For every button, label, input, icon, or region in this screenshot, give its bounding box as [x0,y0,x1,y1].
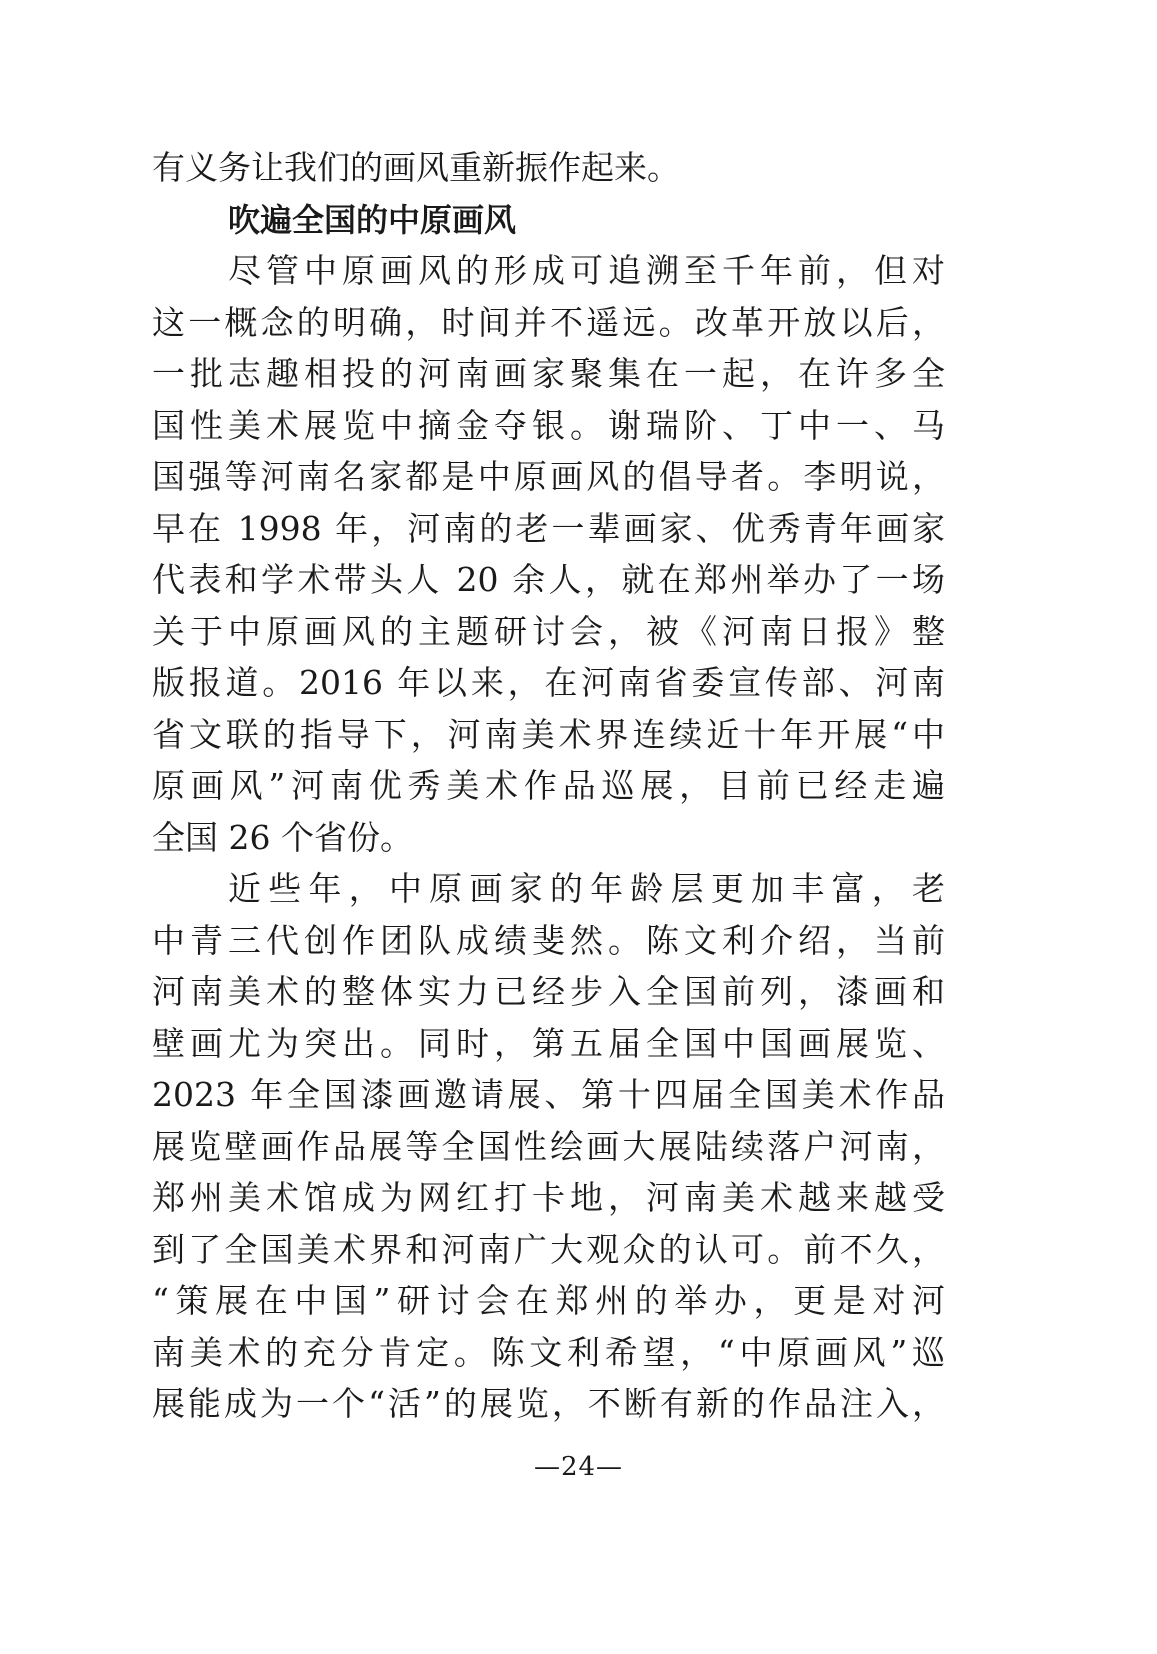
page-number: —24— [533,1452,624,1482]
text-line: 中青三代创作团队成绩斐然。陈文利介绍，当前 [152,920,945,960]
text-line: 早在 1998 年，河南的老一辈画家、优秀青年画家 [152,508,945,548]
text-line: 省文联的指导下，河南美术界连续近十年开展“中 [152,714,945,754]
text-line: 河南美术的整体实力已经步入全国前列，漆画和 [152,972,945,1011]
text-line: 展览壁画作品展等全国性绘画大展陆续落户河南， [152,1126,945,1166]
text-line: 国性美术展览中摘金夺银。谢瑞阶、丁中一、马 [152,405,945,445]
text-line: 代表和学术带头人 20 余人，就在郑州举办了一场 [152,560,945,599]
text-line: 有义务让我们的画风重新振作起来。 [152,148,680,187]
section-heading: 吹遍全国的中原画风 [228,200,517,239]
text-line: 全国 26 个省份。 [152,817,413,857]
text-line: 版报道。2016 年以来，在河南省委宣传部、河南 [152,663,945,702]
text-line: 尽管中原画风的形成可追溯至千年前，但对 [228,251,945,290]
text-line: 一批志趣相投的河南画家聚集在一起，在许多全 [152,354,945,393]
text-line: “策展在中国”研讨会在郑州的举办，更是对河 [152,1281,945,1320]
text-line: 南美术的充分肯定。陈文利希望，“中原画风”巡 [152,1332,945,1372]
text-line: 原画风”河南优秀美术作品巡展，目前已经走遍 [152,766,945,805]
text-line: 壁画尤为突出。同时，第五届全国中国画展览、 [152,1023,945,1063]
text-line: 郑州美术馆成为网红打卡地，河南美术越来越受 [152,1178,945,1217]
text-line: 国强等河南名家都是中原画风的倡导者。李明说， [152,457,945,496]
text-line: 关于中原画风的主题研讨会，被《河南日报》整 [152,611,945,651]
text-line: 近些年，中原画家的年龄层更加丰富，老 [228,869,945,908]
text-line: 这一概念的明确，时间并不遥远。改革开放以后， [152,302,945,342]
text-line: 展能成为一个“活”的展览，不断有新的作品注入， [152,1384,945,1423]
text-line: 2023 年全国漆画邀请展、第十四届全国美术作品 [152,1075,945,1114]
text-line: 到了全国美术界和河南广大观众的认可。前不久， [152,1229,945,1269]
